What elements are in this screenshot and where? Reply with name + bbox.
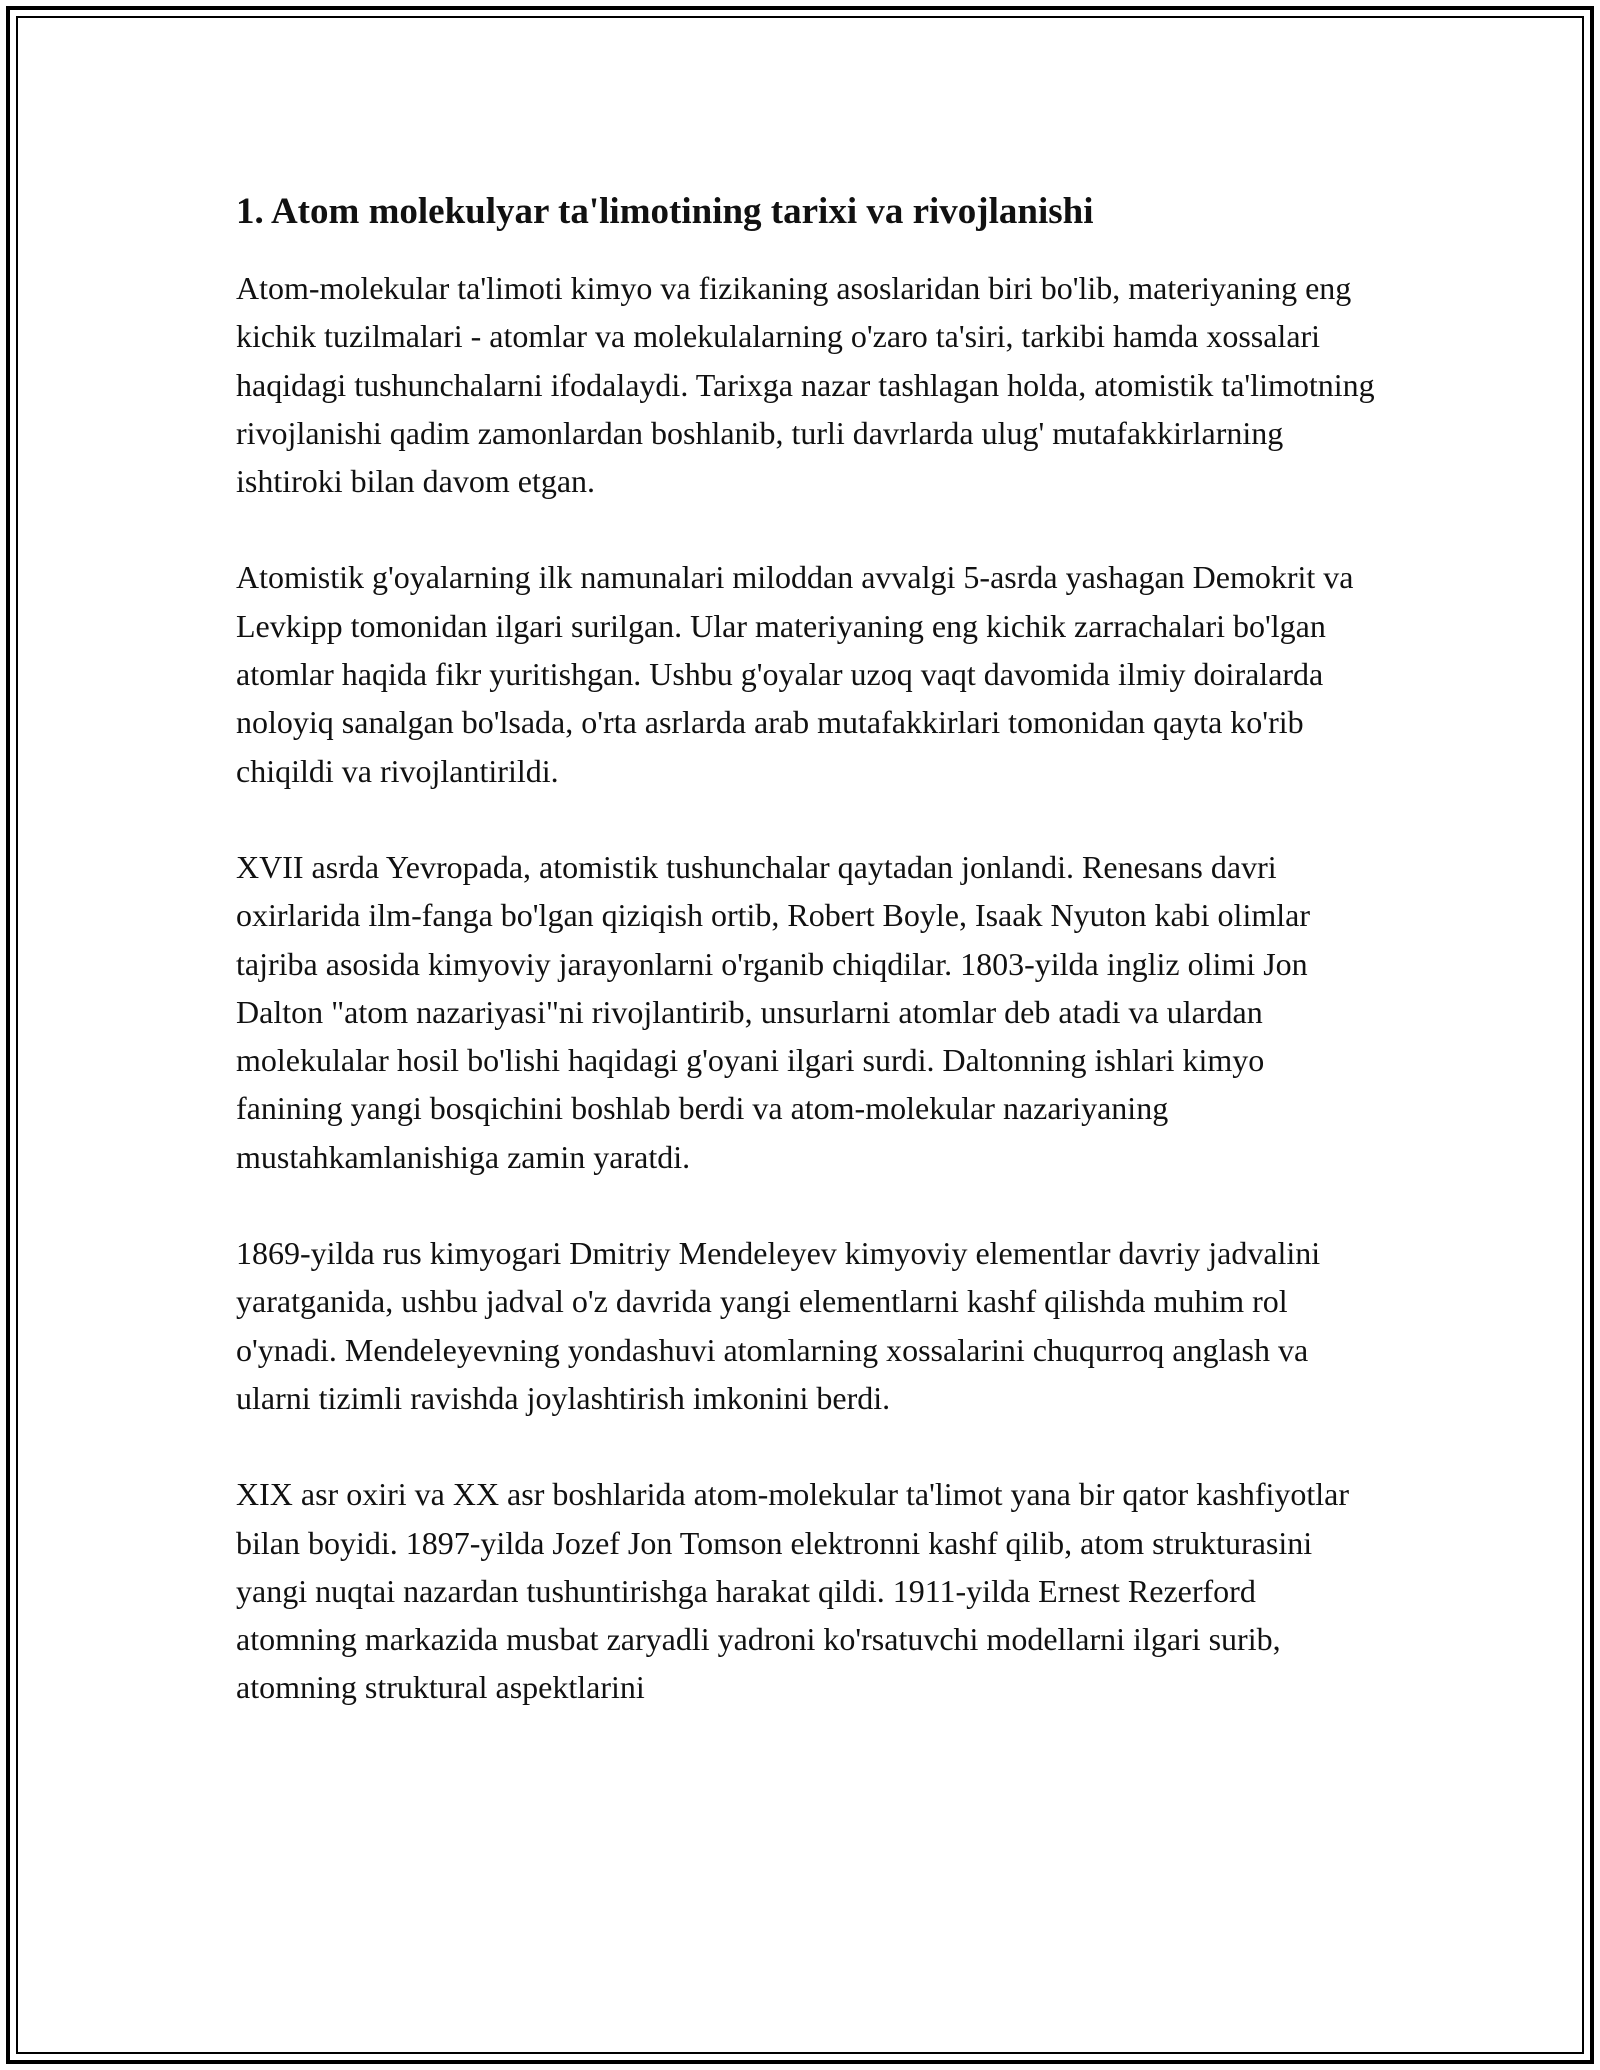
paragraph-ancient-atomism: Atomistik g'oyalarning ilk namunalari miloddan avvalgi 5-asrda yashagan Demokrit va Levkipp tomonidan ilgari surilgan. Ular materiyaning eng kichik zarrachalari bo'lgan atomlar haqida fikr yuritishgan. Ushbu g'oyalar uzoq vaqt davomida ilmiy doiralarda noloyiq sanalgan bo'lsada, o'rta asrlarda arab mutafakkirlari tomonidan qayta ko'rib chiqildi va rivojlantirildi. bbox=[236, 559, 1354, 789]
paragraph-mendeleev: 1869-yilda rus kimyogari Dmitriy Mendeleyev kimyoviy elementlar davriy jadvalini yaratganida, ushbu jadval o'z davrida yangi elementlarni kashf qilishda muhim rol o'ynadi. Mendeleyevning yondashuvi atomlarning xossalarini chuqurroq anglash va ularni tizimli ravishda joylashtirish imkonini berdi. bbox=[236, 1235, 1321, 1416]
paragraph-intro: Atom-molekular ta'limoti kimyo va fizikaning asoslaridan biri bo'lib, materiyaning eng kichik tuzilmalari - atomlar va molekulalarning o'zaro ta'siri, tarkibi hamda xossalari haqidagi tushunchalarni ifodalaydi. Tarixga nazar tashlagan holda, atomistik ta'limotning rivojlanishi qadim zamonlardan boshlanib, turli davrlarda ulug' mutafakkirlarning ishtiroki bilan davom etgan. bbox=[236, 270, 1375, 500]
paragraph-17th-century: XVII asrda Yevropada, atomistik tushunchalar qaytadan jonlandi. Renesans davri oxirlarida ilm-fanga bo'lgan qiziqish ortib, Robert Boyle, Isaak Nyuton kabi olimlar tajriba asosida kimyoviy jarayonlarni o'rganib chiqdilar. 1803-yilda ingliz olimi Jon Dalton "atom nazariyasi"ni rivojlantirib, unsurlarni atomlar deb atadi va ulardan molekulalar hosil bo'lishi haqidagi g'oyani ilgari surdi. Daltonning ishlari kimyo fanining yangi bosqichini boshlab berdi va atom-molekular nazariyaning mustahkamlanishiga zamin yaratdi. bbox=[236, 848, 1310, 1175]
paragraph-19th-20th-century: XIX asr oxiri va XX asr boshlarida atom-molekular ta'limot yana bir qator kashfiyotlar bilan boyidi. 1897-yilda Jozef Jon Tomson elektronni kashf qilib, atom strukturasini yangi nuqtai nazardan tushuntirishga harakat qildi. 1911-yilda Ernest Rezerford atomning markazida musbat zaryadli yadroni ko'rsatuvchi modellarni ilgari surib, atomning struktural aspektlarini bbox=[236, 1476, 1349, 1706]
section-heading: 1. Atom molekulyar ta'limotining tarixi va rivojlanishi bbox=[236, 191, 1094, 232]
document-body bbox=[236, 188, 1376, 1712]
